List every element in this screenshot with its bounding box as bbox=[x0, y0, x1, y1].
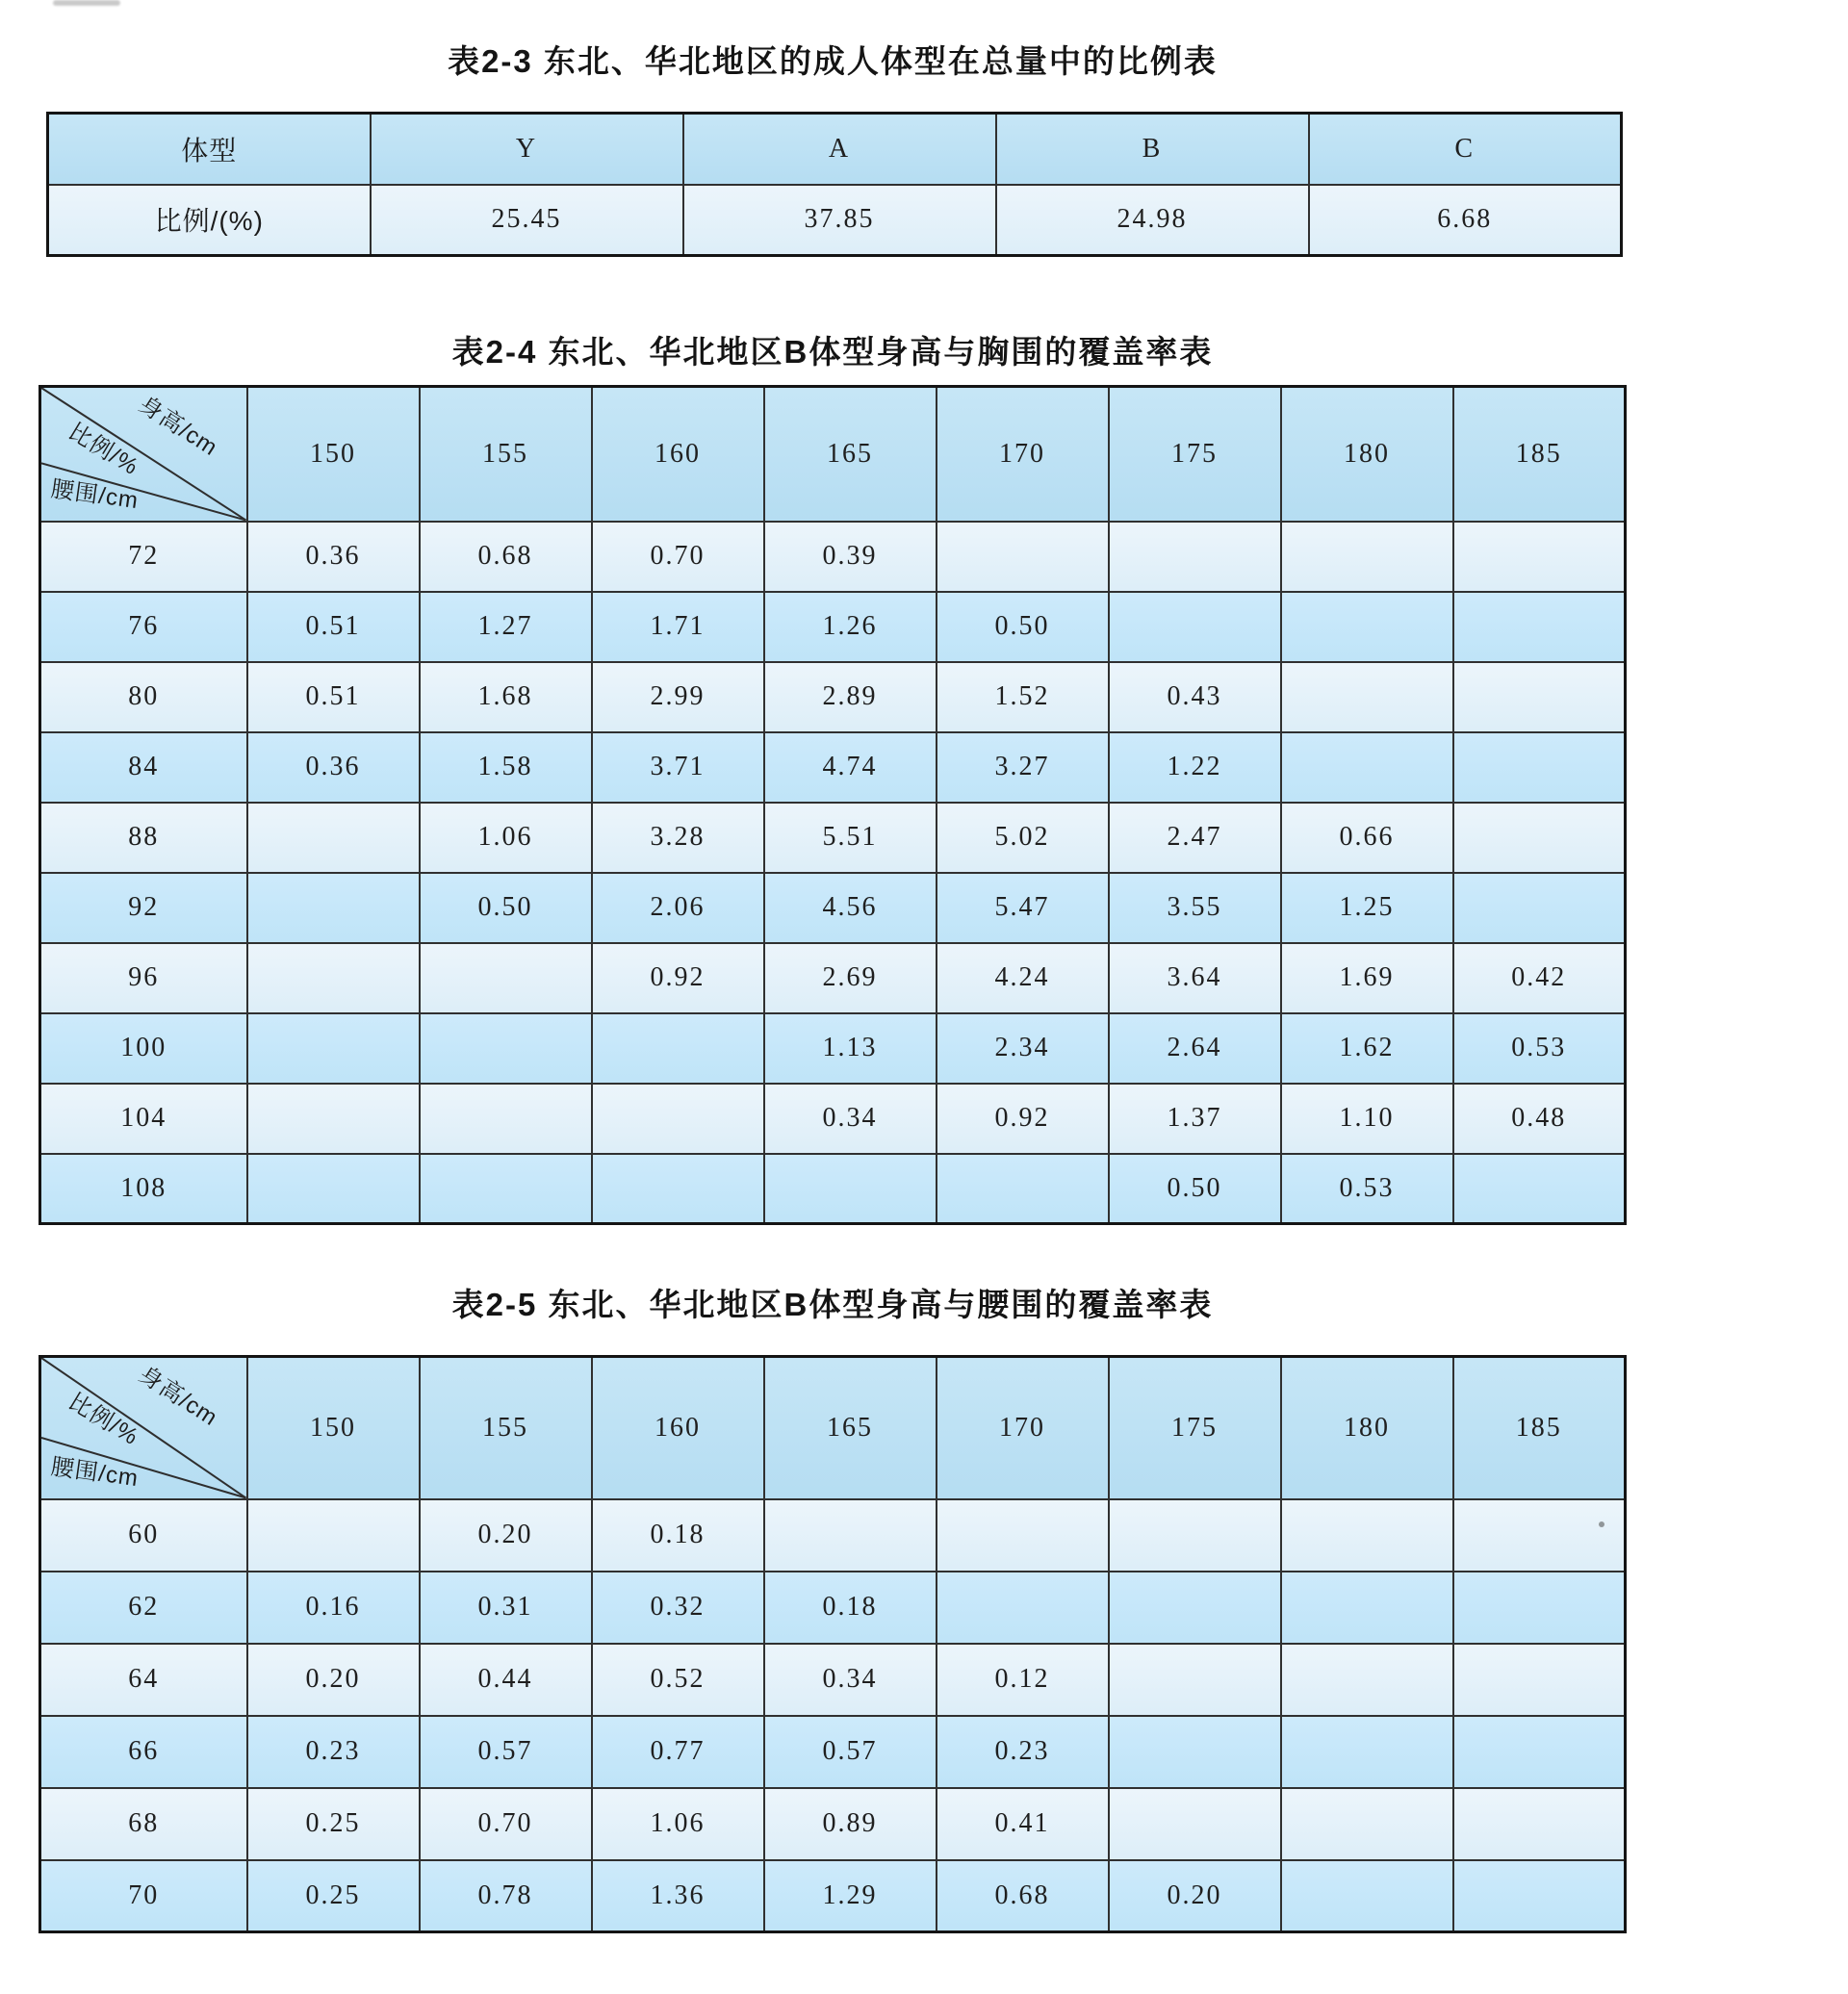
data-cell: 0.34 bbox=[764, 1084, 937, 1154]
column-header-160: 160 bbox=[592, 1357, 764, 1499]
data-cell bbox=[937, 1154, 1109, 1224]
corner-label-height: 身高/cm bbox=[134, 1361, 222, 1432]
row-header-64: 64 bbox=[40, 1644, 247, 1716]
row-header-68: 68 bbox=[40, 1788, 247, 1860]
data-cell: 0.51 bbox=[247, 592, 420, 662]
data-cell: 0.16 bbox=[247, 1572, 420, 1644]
data-cell: 0.50 bbox=[1109, 1154, 1281, 1224]
data-cell bbox=[1453, 1644, 1626, 1716]
data-cell bbox=[1453, 732, 1626, 803]
row-header-72: 72 bbox=[40, 522, 247, 592]
column-header-150: 150 bbox=[247, 1357, 420, 1499]
data-cell bbox=[1281, 662, 1453, 732]
corner-label-girth: 腰围/cm bbox=[49, 1453, 141, 1492]
column-header-165: 165 bbox=[764, 1357, 937, 1499]
table-row bbox=[40, 592, 1626, 662]
scan-smudge-artifact bbox=[53, 0, 120, 6]
column-header-170: 170 bbox=[937, 387, 1109, 522]
data-cell: 0.39 bbox=[764, 522, 937, 592]
column-header-C: C bbox=[1309, 114, 1622, 185]
data-cell: 0.70 bbox=[420, 1788, 592, 1860]
row-header-66: 66 bbox=[40, 1716, 247, 1788]
table-row bbox=[40, 1572, 1626, 1644]
data-cell: 2.99 bbox=[592, 662, 764, 732]
table-2-3 bbox=[46, 112, 1623, 257]
table-2-4-title: 表2-4 东北、华北地区B体型身高与胸围的覆盖率表 bbox=[451, 334, 1214, 370]
data-cell bbox=[247, 1084, 420, 1154]
corner-label-proportion: 比例/% bbox=[64, 1388, 143, 1451]
data-cell bbox=[937, 1499, 1109, 1572]
table-2-5 bbox=[38, 1355, 1627, 1933]
data-cell bbox=[592, 1154, 764, 1224]
table-row bbox=[40, 1860, 1626, 1932]
row-header-proportion: 比例/(%) bbox=[48, 185, 371, 256]
data-cell: 5.51 bbox=[764, 803, 937, 873]
data-cell bbox=[1109, 592, 1281, 662]
data-cell: 4.24 bbox=[937, 943, 1109, 1013]
table-2-5-header-row bbox=[40, 1357, 1626, 1499]
table-2-4 bbox=[38, 385, 1627, 1225]
data-cell: 0.23 bbox=[937, 1716, 1109, 1788]
data-cell bbox=[247, 1013, 420, 1084]
column-header-body-type: 体型 bbox=[48, 114, 371, 185]
data-cell: 0.78 bbox=[420, 1860, 592, 1932]
row-header-60: 60 bbox=[40, 1499, 247, 1572]
data-cell bbox=[247, 1499, 420, 1572]
data-cell: 0.32 bbox=[592, 1572, 764, 1644]
data-cell: 0.52 bbox=[592, 1644, 764, 1716]
data-cell: 2.06 bbox=[592, 873, 764, 943]
data-cell: 2.34 bbox=[937, 1013, 1109, 1084]
table-2-4-body bbox=[40, 522, 1626, 1224]
column-header-150: 150 bbox=[247, 387, 420, 522]
data-cell: 0.50 bbox=[937, 592, 1109, 662]
data-cell bbox=[1281, 1860, 1453, 1932]
data-cell: 0.53 bbox=[1453, 1013, 1626, 1084]
table-row bbox=[40, 1716, 1626, 1788]
data-cell bbox=[1453, 1788, 1626, 1860]
data-cell: 1.13 bbox=[764, 1013, 937, 1084]
data-cell bbox=[937, 1572, 1109, 1644]
data-cell: 5.02 bbox=[937, 803, 1109, 873]
data-cell: 0.41 bbox=[937, 1788, 1109, 1860]
column-header-155: 155 bbox=[420, 387, 592, 522]
column-header-B: B bbox=[996, 114, 1309, 185]
data-cell: 5.47 bbox=[937, 873, 1109, 943]
data-cell: 2.64 bbox=[1109, 1013, 1281, 1084]
data-cell: 0.23 bbox=[247, 1716, 420, 1788]
data-cell bbox=[1109, 1499, 1281, 1572]
data-cell bbox=[1453, 1499, 1626, 1572]
data-cell bbox=[1109, 1716, 1281, 1788]
column-header-185: 185 bbox=[1453, 1357, 1626, 1499]
data-cell bbox=[1281, 522, 1453, 592]
table-row bbox=[40, 1499, 1626, 1572]
data-cell: 1.06 bbox=[420, 803, 592, 873]
data-cell bbox=[1453, 662, 1626, 732]
data-cell: 0.18 bbox=[592, 1499, 764, 1572]
data-cell bbox=[1281, 1788, 1453, 1860]
data-cell: 1.29 bbox=[764, 1860, 937, 1932]
data-cell bbox=[592, 1084, 764, 1154]
data-cell: 3.28 bbox=[592, 803, 764, 873]
data-cell: 24.98 bbox=[996, 185, 1309, 256]
data-cell: 2.47 bbox=[1109, 803, 1281, 873]
data-cell: 4.74 bbox=[764, 732, 937, 803]
data-cell bbox=[1281, 1499, 1453, 1572]
data-cell: 1.06 bbox=[592, 1788, 764, 1860]
table-row bbox=[40, 1013, 1626, 1084]
corner-label-girth: 腰围/cm bbox=[49, 475, 141, 514]
data-cell: 0.68 bbox=[937, 1860, 1109, 1932]
column-header-180: 180 bbox=[1281, 1357, 1453, 1499]
table-row bbox=[40, 732, 1626, 803]
data-cell: 0.53 bbox=[1281, 1154, 1453, 1224]
data-cell bbox=[1109, 1788, 1281, 1860]
data-cell bbox=[937, 522, 1109, 592]
data-cell: 0.34 bbox=[764, 1644, 937, 1716]
table-2-4-header-row bbox=[40, 387, 1626, 522]
data-cell: 1.58 bbox=[420, 732, 592, 803]
data-cell: 0.51 bbox=[247, 662, 420, 732]
data-cell: 1.27 bbox=[420, 592, 592, 662]
data-cell: 1.36 bbox=[592, 1860, 764, 1932]
table-row bbox=[40, 1084, 1626, 1154]
row-header-96: 96 bbox=[40, 943, 247, 1013]
data-cell: 4.56 bbox=[764, 873, 937, 943]
data-cell: 0.48 bbox=[1453, 1084, 1626, 1154]
row-header-76: 76 bbox=[40, 592, 247, 662]
data-cell: 0.43 bbox=[1109, 662, 1281, 732]
data-cell: 25.45 bbox=[371, 185, 683, 256]
data-cell: 0.20 bbox=[1109, 1860, 1281, 1932]
table-row bbox=[40, 1644, 1626, 1716]
data-cell: 1.25 bbox=[1281, 873, 1453, 943]
data-cell: 3.71 bbox=[592, 732, 764, 803]
data-cell: 0.20 bbox=[420, 1499, 592, 1572]
column-header-175: 175 bbox=[1109, 387, 1281, 522]
table-row bbox=[40, 1154, 1626, 1224]
data-cell bbox=[1281, 732, 1453, 803]
data-cell bbox=[247, 1154, 420, 1224]
column-header-160: 160 bbox=[592, 387, 764, 522]
table-2-3-title: 表2-3 东北、华北地区的成人体型在总量中的比例表 bbox=[448, 43, 1218, 79]
data-cell: 0.50 bbox=[420, 873, 592, 943]
data-cell bbox=[420, 943, 592, 1013]
data-cell bbox=[420, 1013, 592, 1084]
table-row bbox=[40, 943, 1626, 1013]
data-cell: 1.52 bbox=[937, 662, 1109, 732]
data-cell bbox=[420, 1084, 592, 1154]
corner-label-proportion: 比例/% bbox=[64, 418, 143, 481]
corner-cell bbox=[40, 1357, 247, 1499]
data-cell: 1.37 bbox=[1109, 1084, 1281, 1154]
column-header-175: 175 bbox=[1109, 1357, 1281, 1499]
column-header-185: 185 bbox=[1453, 387, 1626, 522]
row-header-92: 92 bbox=[40, 873, 247, 943]
data-cell: 1.22 bbox=[1109, 732, 1281, 803]
column-header-170: 170 bbox=[937, 1357, 1109, 1499]
data-cell bbox=[764, 1499, 937, 1572]
data-cell: 0.89 bbox=[764, 1788, 937, 1860]
data-cell bbox=[592, 1013, 764, 1084]
data-cell: 6.68 bbox=[1309, 185, 1622, 256]
data-cell bbox=[1109, 522, 1281, 592]
data-cell: 3.64 bbox=[1109, 943, 1281, 1013]
ink-dot-artifact bbox=[1599, 1521, 1604, 1527]
data-cell: 0.25 bbox=[247, 1860, 420, 1932]
row-header-104: 104 bbox=[40, 1084, 247, 1154]
table-row bbox=[40, 522, 1626, 592]
data-cell: 3.55 bbox=[1109, 873, 1281, 943]
data-cell: 3.27 bbox=[937, 732, 1109, 803]
corner-label-height: 身高/cm bbox=[134, 391, 222, 462]
data-cell: 2.89 bbox=[764, 662, 937, 732]
data-cell: 0.68 bbox=[420, 522, 592, 592]
row-header-88: 88 bbox=[40, 803, 247, 873]
data-cell: 0.92 bbox=[937, 1084, 1109, 1154]
data-cell: 1.62 bbox=[1281, 1013, 1453, 1084]
data-cell: 0.57 bbox=[764, 1716, 937, 1788]
table-2-3-header-row bbox=[48, 114, 1622, 185]
table-row bbox=[40, 873, 1626, 943]
data-cell: 1.71 bbox=[592, 592, 764, 662]
data-cell bbox=[420, 1154, 592, 1224]
data-cell: 1.69 bbox=[1281, 943, 1453, 1013]
data-cell: 1.10 bbox=[1281, 1084, 1453, 1154]
data-cell: 0.66 bbox=[1281, 803, 1453, 873]
data-cell: 1.68 bbox=[420, 662, 592, 732]
column-header-155: 155 bbox=[420, 1357, 592, 1499]
data-cell bbox=[247, 873, 420, 943]
data-cell: 0.77 bbox=[592, 1716, 764, 1788]
row-header-100: 100 bbox=[40, 1013, 247, 1084]
data-cell: 0.44 bbox=[420, 1644, 592, 1716]
data-cell: 0.36 bbox=[247, 732, 420, 803]
data-cell bbox=[247, 803, 420, 873]
data-cell: 0.57 bbox=[420, 1716, 592, 1788]
data-cell: 37.85 bbox=[683, 185, 996, 256]
data-cell: 0.70 bbox=[592, 522, 764, 592]
data-cell bbox=[1281, 592, 1453, 662]
row-header-80: 80 bbox=[40, 662, 247, 732]
data-cell bbox=[1453, 1860, 1626, 1932]
column-header-A: A bbox=[683, 114, 996, 185]
data-cell bbox=[1109, 1644, 1281, 1716]
data-cell bbox=[1453, 1572, 1626, 1644]
data-cell: 1.26 bbox=[764, 592, 937, 662]
data-cell bbox=[1453, 1716, 1626, 1788]
table-2-5-body bbox=[40, 1499, 1626, 1932]
data-cell bbox=[1453, 803, 1626, 873]
data-cell: 0.36 bbox=[247, 522, 420, 592]
data-cell bbox=[1453, 873, 1626, 943]
data-cell: 2.69 bbox=[764, 943, 937, 1013]
data-cell: 0.12 bbox=[937, 1644, 1109, 1716]
row-header-70: 70 bbox=[40, 1860, 247, 1932]
data-cell: 0.42 bbox=[1453, 943, 1626, 1013]
data-cell bbox=[1281, 1572, 1453, 1644]
data-cell bbox=[1281, 1716, 1453, 1788]
data-cell bbox=[247, 943, 420, 1013]
data-cell bbox=[764, 1154, 937, 1224]
table-row bbox=[48, 185, 1622, 256]
table-row bbox=[40, 1788, 1626, 1860]
data-cell: 0.31 bbox=[420, 1572, 592, 1644]
row-header-84: 84 bbox=[40, 732, 247, 803]
data-cell: 0.25 bbox=[247, 1788, 420, 1860]
table-2-5-title: 表2-5 东北、华北地区B体型身高与腰围的覆盖率表 bbox=[451, 1287, 1214, 1322]
data-cell bbox=[1453, 592, 1626, 662]
data-cell: 0.20 bbox=[247, 1644, 420, 1716]
corner-cell bbox=[40, 387, 247, 522]
table-row bbox=[40, 662, 1626, 732]
data-cell bbox=[1109, 1572, 1281, 1644]
column-header-180: 180 bbox=[1281, 387, 1453, 522]
data-cell: 0.18 bbox=[764, 1572, 937, 1644]
data-cell bbox=[1453, 522, 1626, 592]
column-header-165: 165 bbox=[764, 387, 937, 522]
data-cell bbox=[1453, 1154, 1626, 1224]
data-cell: 0.92 bbox=[592, 943, 764, 1013]
row-header-62: 62 bbox=[40, 1572, 247, 1644]
row-header-108: 108 bbox=[40, 1154, 247, 1224]
column-header-Y: Y bbox=[371, 114, 683, 185]
table-row bbox=[40, 803, 1626, 873]
data-cell bbox=[1281, 1644, 1453, 1716]
